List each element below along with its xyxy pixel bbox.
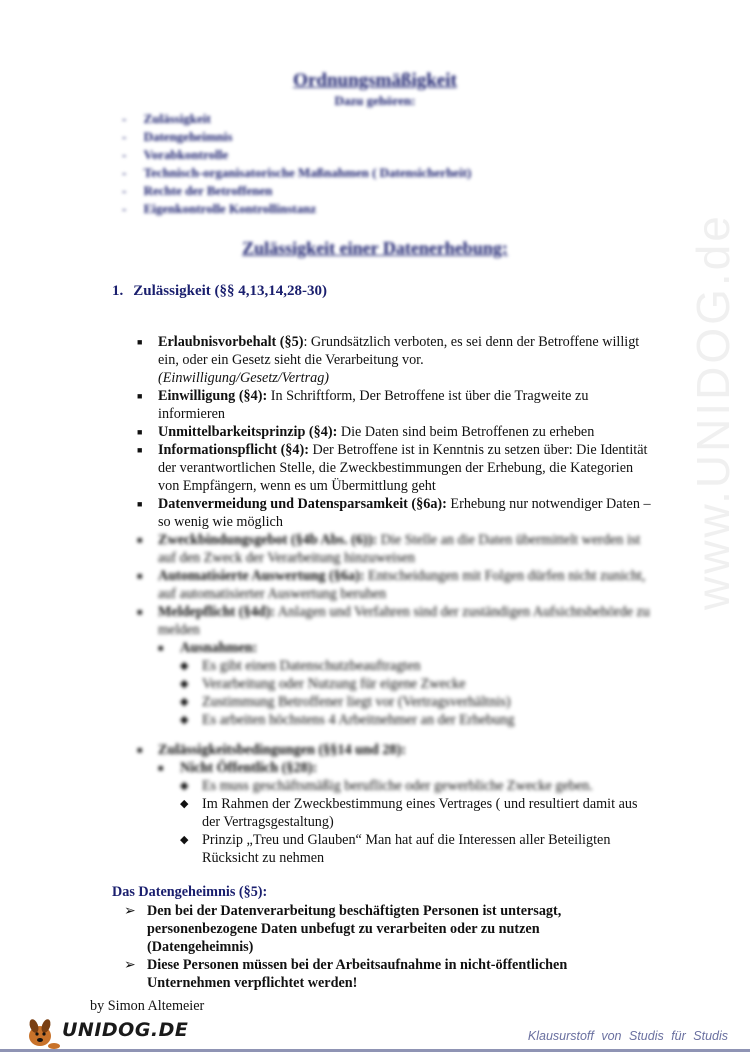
exceptions-list [158, 639, 657, 729]
toc-item: - Eigenkontrolle Kontrollinstanz [122, 200, 471, 218]
item-text: Entscheidungen mit Folgen dürfen nicht zunicht, auf automatisierter Auswertung beruhen [158, 568, 646, 602]
rules-list [137, 333, 657, 867]
diamond-bullet-icon: ◆ [180, 834, 189, 846]
item-text: Prinzip „Treu und Glauben“ Man hat auf die Interessen aller Beteiligten Rücksicht zu nehmen [202, 832, 611, 866]
item-text: Erhebung nur notwendiger Daten – so wenig wie möglich [158, 496, 651, 530]
toc-item: - Technisch-organisatorische Maßnahmen ( Datensicherheit) [122, 164, 471, 182]
toc-item: - Rechte der Betroffenen [122, 182, 471, 200]
section-heading [112, 283, 327, 300]
list-item [137, 423, 657, 441]
exceptions-items [180, 657, 657, 729]
list-item [124, 956, 644, 992]
square-bullet-icon: ■ [137, 391, 143, 401]
item-term: Einwilligung (§4): [158, 388, 268, 404]
diamond-bullet-icon: ◆ [180, 780, 189, 792]
list-item [180, 831, 657, 867]
square-bullet-icon: ■ [137, 445, 143, 455]
item-text: Zustimmung Betroffener liegt vor (Vertragsverhältnis) [202, 694, 511, 710]
list-item [137, 441, 657, 495]
datengeheimnis-title: Das Datengeheimnis (§5): [112, 884, 268, 900]
item-text: Den bei der Datenverarbeitung beschäftigten Personen ist untersagt, personenbezogene Daten unbefugt zu verarbeiten oder zu nutzen (Datengeheimnis) [147, 903, 562, 955]
toc-item: - Vorabkontrolle [122, 146, 471, 164]
section-title: Zulässigkeit einer Datenerhebung: [242, 238, 508, 258]
square-bullet-icon: ■ [137, 337, 143, 347]
list-item [180, 711, 657, 729]
list-item [158, 639, 657, 729]
list-item [180, 777, 657, 795]
item-text: Die Daten sind beim Betroffenen zu erheben [337, 424, 595, 440]
conditions-sub-label: Nicht Öffentlich (§28): [180, 760, 318, 776]
square-bullet-icon: ■ [158, 763, 164, 773]
item-text: Die Stelle an die Daten übermittelt werden ist auf den Zweck der Verarbeitung hinzuweisen [158, 532, 641, 566]
item-term: Unmittelbarkeitsprinzip (§4): [158, 424, 338, 440]
item-text: Der Betroffene ist in Kenntnis zu setzen über: Die Identität der verantwortlichen Stelle, die Zweckbestimmungen der Erhebung, die Kategorien von Empfängern, wenn es um Übermittlung geht [158, 442, 648, 494]
list-item [180, 795, 657, 831]
author: by Simon Altemeier [90, 998, 205, 1014]
square-bullet-icon: ■ [137, 427, 143, 437]
square-bullet-icon: ■ [137, 535, 143, 545]
conditions-label: Zulässigkeitsbedingungen (§§14 und 28): [158, 742, 406, 758]
toc-list [122, 110, 471, 218]
logo-text: UNIDOG.DE [62, 1019, 189, 1041]
item-term: Zweckbindungsgebot (§4b Abs. (6)): [158, 532, 378, 548]
item-term: Meldepflicht (§4d): [158, 604, 276, 620]
item-text: Anlagen und Verfahren sind der zuständigen Aufsichtsbehörde zu melden [158, 604, 650, 638]
item-text: In Schriftform, Der Betroffene ist über die Tragweite zu informieren [158, 388, 589, 422]
item-text: : Grundsätzlich verboten, es sei denn der Betroffene willigt ein, oder ein Gesetz sieht die Verarbeitung vor. [158, 334, 640, 368]
section-number: 1. [112, 283, 124, 299]
item-text: Es arbeiten höchstens 4 Arbeitnehmer an der Erhebung [202, 712, 515, 728]
conditions-list [158, 759, 657, 867]
list-item [137, 741, 657, 867]
page-subtitle: Dazu gehören: [334, 93, 416, 108]
list-item [137, 387, 657, 423]
diamond-bullet-icon: ◆ [180, 798, 189, 810]
footer-tagline: Klausurstoff von Studis für Studis [527, 1029, 728, 1043]
item-text: Verarbeitung oder Nutzung für eigene Zwecke [202, 676, 466, 692]
square-bullet-icon: ■ [137, 607, 143, 617]
item-text: Diese Personen müssen bei der Arbeitsaufnahme in nicht-öffentlichen Unternehmen verpflichtet werden! [147, 957, 568, 991]
watermark: www.UNIDOG.de [687, 213, 739, 610]
list-item [137, 603, 657, 729]
item-note: (Einwilligung/Gesetz/Vertrag) [158, 370, 330, 386]
datengeheimnis-list [124, 902, 644, 992]
list-item [180, 693, 657, 711]
list-item [137, 333, 657, 387]
list-item [137, 495, 657, 531]
item-text: Im Rahmen der Zweckbestimmung eines Vertrages ( und resultiert damit aus der Vertragsgestaltung) [202, 796, 638, 830]
item-term: Erlaubnisvorbehalt (§5) [158, 334, 304, 350]
toc-item: - Zulässigkeit [122, 110, 471, 128]
item-text: Es gibt einen Datenschutzbeauftragten [202, 658, 421, 674]
diamond-bullet-icon: ◆ [180, 678, 189, 690]
item-term: Automatisierte Auswertung (§6a): [158, 568, 365, 584]
list-item [180, 675, 657, 693]
item-term: Informationspflicht (§4): [158, 442, 309, 458]
square-bullet-icon: ■ [137, 745, 143, 755]
toc-item: - Datengeheimnis [122, 128, 471, 146]
list-item [158, 759, 657, 867]
arrow-bullet-icon: ➢ [124, 903, 136, 919]
list-item [137, 531, 657, 567]
conditions-items [180, 777, 657, 867]
arrow-bullet-icon: ➢ [124, 957, 136, 973]
square-bullet-icon: ■ [137, 571, 143, 581]
diamond-bullet-icon: ◆ [180, 660, 189, 672]
square-bullet-icon: ■ [158, 643, 164, 653]
list-item [137, 567, 657, 603]
diamond-bullet-icon: ◆ [180, 696, 189, 708]
exceptions-label: Ausnahmen: [180, 640, 258, 656]
diamond-bullet-icon: ◆ [180, 714, 189, 726]
list-item [124, 902, 644, 956]
section-heading-text: Zulässigkeit (§§ 4,13,14,28-30) [133, 283, 328, 299]
page-title: Ordnungsmäßigkeit [293, 70, 457, 91]
item-term: Datenvermeidung und Datensparsamkeit (§6a): [158, 496, 447, 512]
list-item [180, 657, 657, 675]
square-bullet-icon: ■ [137, 499, 143, 509]
item-text: Es muss geschäftsmäßig berufliche oder gewerbliche Zwecke geben. [202, 778, 593, 794]
